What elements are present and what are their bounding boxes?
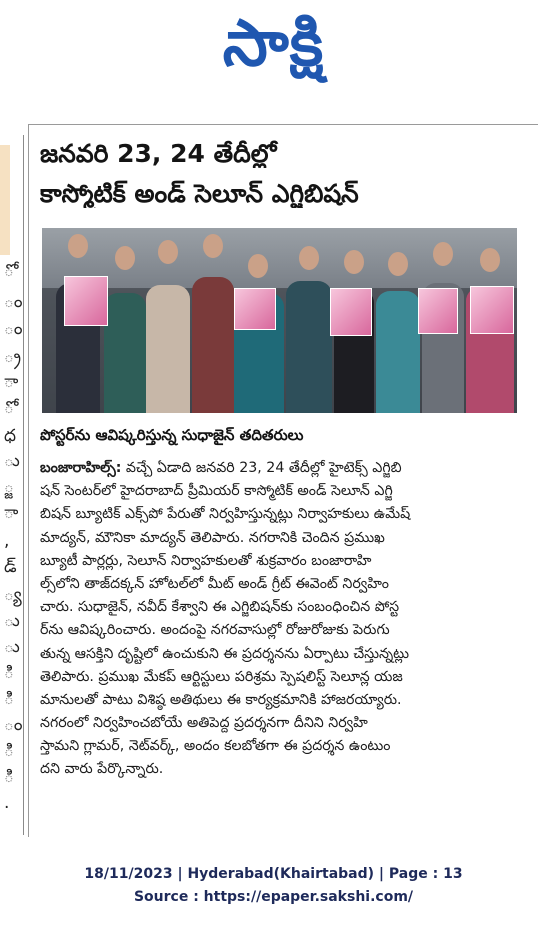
masthead — [0, 0, 547, 118]
photo-person — [192, 277, 234, 413]
adjacent-glyph: ధ — [4, 426, 17, 446]
adjacent-glyph: ు — [4, 451, 20, 471]
adjacent-glyph: ా — [4, 372, 19, 392]
article-line: షన్ సెంటర్‌లో హైదరాబాద్ ప్రీమియర్ కాస్మోటిక్ అండ్ సెలూన్ ఎగ్జి — [40, 483, 393, 500]
adjacent-column-color-strip — [0, 145, 10, 255]
article-line — [40, 457, 518, 480]
article-line: తున్న ఆసక్తిని దృష్టిలో ఉంచుకుని ఈ ప్రదర్శనను ఏర్పాటు చేస్తున్నట్లు — [40, 645, 410, 662]
photo-person-head — [115, 246, 135, 270]
article-line: ల్స్‌లోని తాజ్‌దక్కన్ హోటల్‌లో మీట్ అండ్ గ్రీట్ ఈవెంట్ నిర్వహిం — [40, 575, 389, 592]
photo-person — [286, 281, 332, 413]
photo-caption: పోస్టర్‌ను ఆవిష్కరిస్తున్న సుధాజైన్ తదితరులు — [40, 426, 304, 444]
photo-person-head — [388, 252, 408, 276]
article-line: స్తామని గ్లామర్, నెట్‌వర్క్, అందం కలబోతగా ఈ ప్రదర్శన ఉంటుం — [40, 738, 391, 755]
adjacent-glyph: ం — [4, 292, 23, 312]
article-line: దని వారు పేర్కొన్నారు. — [40, 761, 164, 778]
adjacent-glyph: ్జ — [4, 477, 14, 497]
article-line-text: వచ్చే ఏడాది జనవరి 23, 24 తేదీల్లో హైటెక్స్ ఎగ్జిబి — [121, 460, 402, 476]
photo-person-head — [203, 234, 223, 258]
article-dateline: బంజారాహిల్స్: — [40, 460, 122, 476]
article-line: నగరంలో నిర్వహించబోయే అతిపెద్ద ప్రదర్శనగా దీనిని నిర్వహి — [40, 715, 368, 732]
adjacent-glyph: , — [4, 531, 10, 551]
adjacent-glyph: ు — [4, 637, 20, 657]
adjacent-glyph: ు — [4, 611, 20, 631]
article-body — [40, 457, 518, 782]
article-line: బ్యూటీ పార్లర్లు, సెలూన్ నిర్వాహకులతో శుక్రవారం బంజారాహి — [40, 552, 372, 569]
adjacent-glyph: ్ర — [4, 347, 21, 367]
adjacent-glyph: ా — [4, 503, 19, 523]
photo-person — [146, 285, 190, 413]
expo-poster — [64, 276, 108, 326]
article-line: చారు. సుధాజైన్, నవీద్ కేశ్వాని ఈ ఎగ్జిబిషన్‌కు సంబంధించిన పోస్ట — [40, 599, 400, 616]
adjacent-glyph: ్య — [4, 585, 22, 605]
photo-person-head — [248, 254, 268, 278]
adjacent-glyph: . — [4, 793, 10, 813]
footer-date-edition-page: 18/11/2023 | Hyderabad(Khairtabad) | Page : 13 — [84, 866, 463, 882]
headline-line-2: కాస్మోటిక్ అండ్ సెలూన్ ఎగ్జిబిషన్ — [40, 180, 359, 208]
adjacent-glyph: ి — [4, 741, 14, 761]
expo-poster — [470, 286, 514, 334]
photo-person — [104, 293, 146, 413]
expo-poster — [418, 288, 458, 334]
photo-person-head — [299, 246, 319, 270]
article-line: మాద్యన్, మౌనికా మాద్యన్ తెలిపారు. నగరానికి చెందిన ప్రముఖ — [40, 529, 385, 546]
expo-poster — [234, 288, 276, 330]
photo-person — [376, 291, 420, 413]
article-line: మానులతో పాటు విశిష్ఠ అతిథులు ఈ కార్యక్రమానికి హాజరయ్యారు. — [40, 691, 402, 708]
adjacent-column-clipped — [0, 135, 26, 835]
photo-person-head — [68, 234, 88, 258]
article-line: బిషన్ బ్యూటిక్ ఎక్స్‌పో పేరుతో నిర్వహిస్తున్నట్లు నిర్వాహకులు ఉమేష్ — [40, 506, 411, 523]
photo-person-head — [433, 242, 453, 266]
photo-person-head — [158, 240, 178, 264]
photo-person-head — [480, 248, 500, 272]
adjacent-glyph: ం — [4, 715, 23, 735]
expo-poster — [330, 288, 372, 336]
footer-source-link[interactable]: Source : https://epaper.sakshi.com/ — [133, 889, 414, 905]
column-divider — [23, 135, 24, 835]
headline-line-1: జనవరి 23, 24 తేదీల్లో — [40, 140, 277, 168]
adjacent-glyph: ి — [4, 767, 14, 787]
adjacent-glyph: డ్ — [4, 557, 17, 577]
article-line: తెలిపారు. ప్రముఖ మేకప్ ఆర్టిస్టులు పరిశ్రమ స్పెషలిస్ట్ సెలూన్ల యజ — [40, 668, 403, 685]
adjacent-glyph: ో — [4, 261, 14, 281]
article-line: ర్‌ను ఆవిష్కరించారు. అందంపై నగరవాసుల్లో రోజురోజుకు పెరుగు — [40, 622, 390, 639]
adjacent-glyph: ి — [4, 663, 14, 683]
adjacent-glyph: ో — [4, 398, 14, 418]
sakshi-logo: సాక్షి — [222, 7, 325, 81]
event-photo — [42, 228, 517, 413]
adjacent-glyph: ి — [4, 689, 14, 709]
photo-person-head — [344, 250, 364, 274]
adjacent-glyph: ం — [4, 319, 23, 339]
